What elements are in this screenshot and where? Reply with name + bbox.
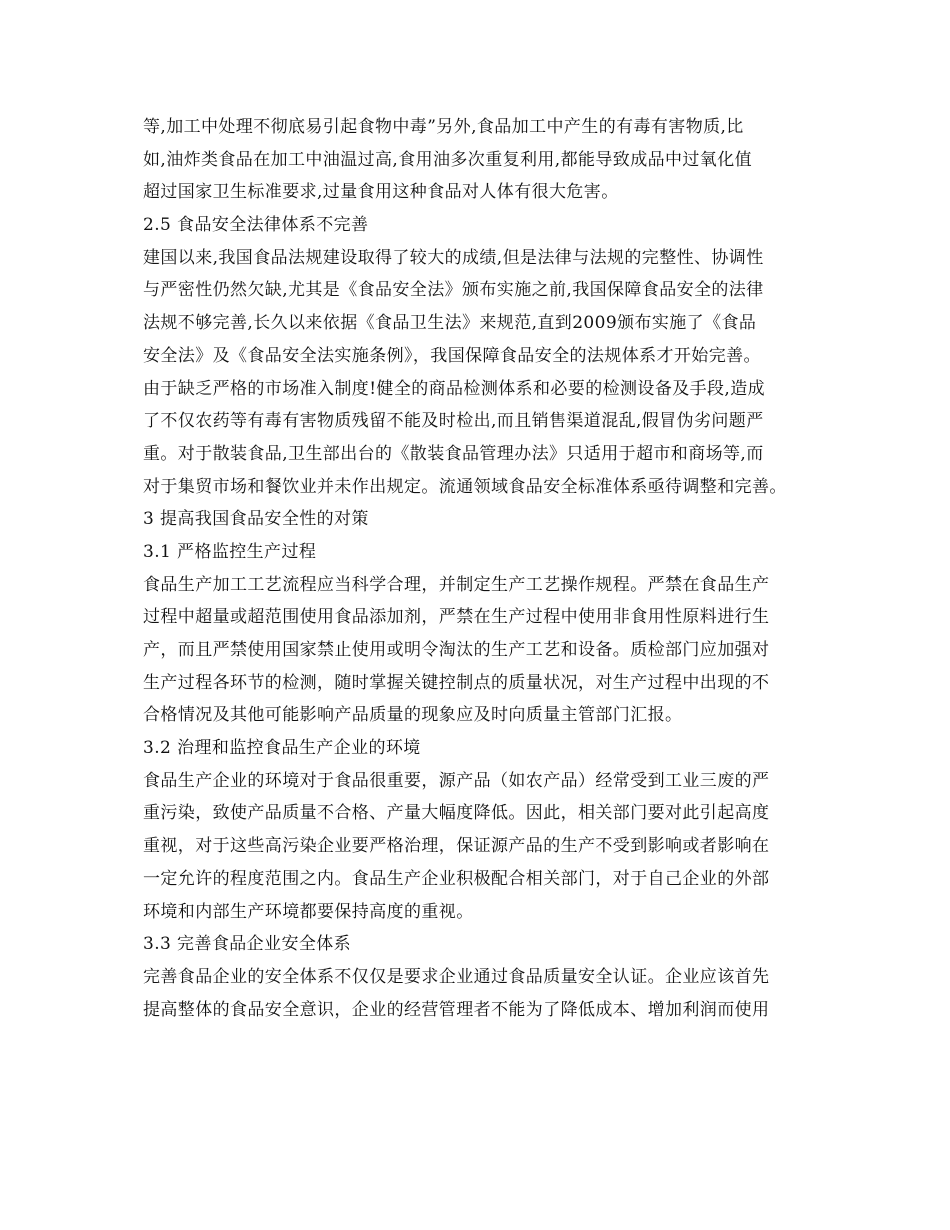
section-heading-2-5: 2.5 食品安全法律体系不完善 <box>143 215 369 236</box>
document-body <box>143 111 823 1026</box>
paragraph-line: 等,加工中处理不彻底易引起食物中毒”另外,食品加工中产生的有毒有害物质,比 <box>143 117 744 137</box>
paragraph-line: 重视，对于这些高污染企业要严格治理，保证源产品的生产不受到影响或者影响在 <box>143 836 770 857</box>
section-heading-3: 3 提高我国食品安全性的对策 <box>143 509 369 530</box>
paragraph-line: 与严密性仍然欠缺,尤其是《食品安全法》颁布实施之前,我国保障食品安全的法律 <box>143 280 764 301</box>
paragraph-line: 环境和内部生产环境都要保持高度的重视。 <box>143 901 474 922</box>
paragraph-line: 法规不够完善,长久以来依据《食品卫生法》来规范,直到2009颁布实施了《食品 <box>143 313 757 334</box>
paragraph-line: 重污染，致使产品质量不合格、产量大幅度降低。因此，相关部门要对此引起高度 <box>143 803 770 824</box>
paragraph-line: 提高整体的食品安全意识，企业的经营管理者不能为了降低成本、增加利润而使用 <box>143 999 770 1020</box>
section-heading-3-1: 3.1 严格监控生产过程 <box>143 541 317 562</box>
section-heading-3-2: 3.2 治理和监控食品生产企业的环境 <box>143 738 421 759</box>
paragraph-line: 食品生产加工工艺流程应当科学合理，并制定生产工艺操作规程。严禁在食品生产 <box>143 574 770 595</box>
paragraph-line: 了不仅农药等有毒有害物质残留不能及时检出,而且销售渠道混乱,假冒伪劣问题严 <box>143 411 764 432</box>
paragraph-line: 如,油炸类食品在加工中油温过高,食用油多次重复利用,都能导致成品中过氧化值 <box>143 149 753 170</box>
paragraph-line: 对于集贸市场和餐饮业并未作出规定。流通领域食品安全标准体系亟待调整和完善。 <box>143 476 787 497</box>
paragraph-line: 生产过程各环节的检测，随时掌握关键控制点的质量状况，对生产过程中出现的不 <box>143 672 770 693</box>
paragraph-line: 食品生产企业的环境对于食品很重要，源产品（如农产品）经常受到工业三废的严 <box>143 770 770 791</box>
paragraph-line: 产，而且严禁使用国家禁止使用或明令淘汰的生产工艺和设备。质检部门应加强对 <box>143 640 770 660</box>
paragraph-line: 过程中超量或超范围使用食品添加剂，严禁在生产过程中使用非食用性原料进行生 <box>143 607 770 628</box>
paragraph-line: 由于缺乏严格的市场准入制度!健全的商品检测体系和必要的检测设备及手段,造成 <box>143 378 766 399</box>
paragraph-line: 完善食品企业的安全体系不仅仅是要求企业通过食品质量安全认证。企业应该首先 <box>143 966 770 987</box>
paragraph-line: 安全法》及《食品安全法实施条例》，我国保障食品安全的法规体系才开始完善。 <box>143 345 761 366</box>
paragraph-line: 建国以来,我国食品法规建设取得了较大的成绩,但是法律与法规的完整性、协调性 <box>143 247 764 268</box>
paragraph-line: 超过国家卫生标准要求,过量食用这种食品对人体有很大危害。 <box>143 182 619 203</box>
paragraph-line: 一定允许的程度范围之内。食品生产企业积极配合相关部门，对于自己企业的外部 <box>143 868 770 889</box>
paragraph-line: 合格情况及其他可能影响产品质量的现象应及时向质量主管部门汇报。 <box>143 705 683 726</box>
section-heading-3-3: 3.3 完善食品企业安全体系 <box>143 934 352 955</box>
paragraph-line: 重。对于散装食品,卫生部出台的《散装食品管理办法》只适用于超市和商场等,而 <box>143 443 764 464</box>
